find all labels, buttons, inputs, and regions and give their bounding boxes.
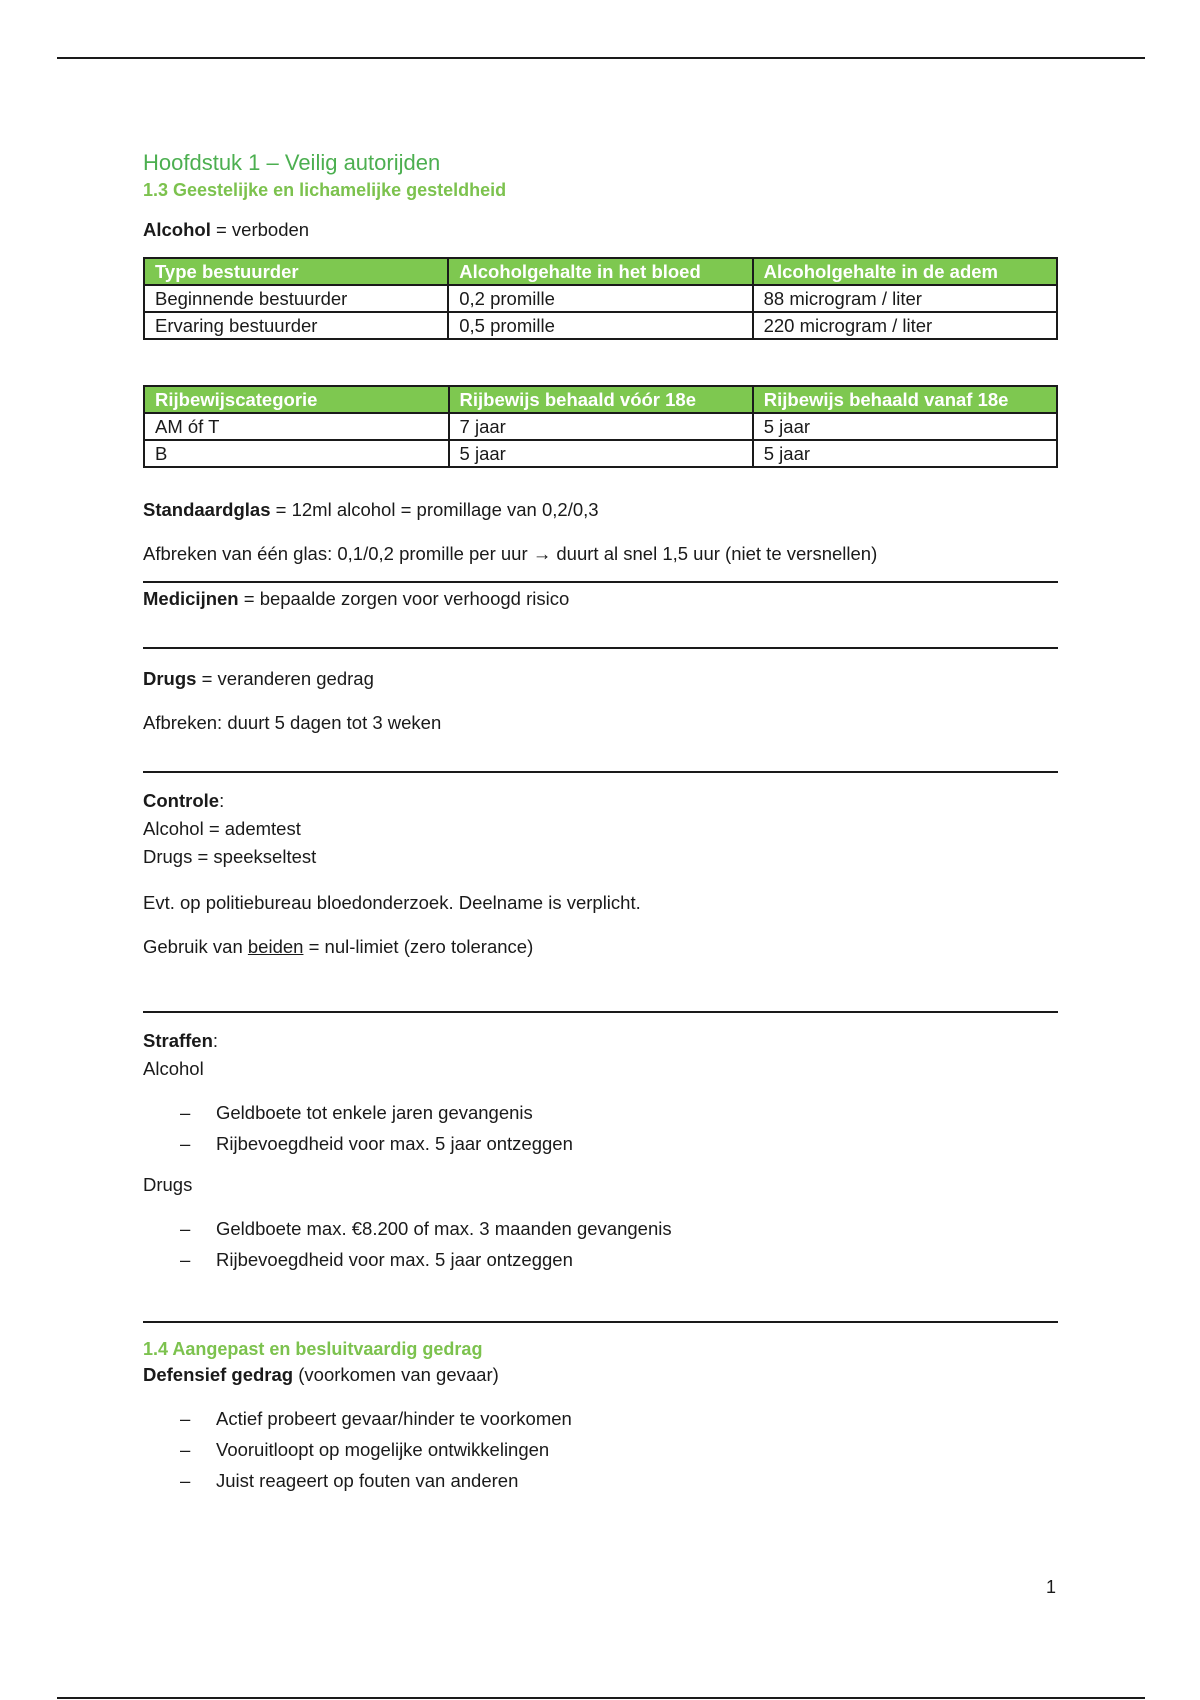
standaardglas-rest: = 12ml alcohol = promillage van 0,2/0,3 bbox=[270, 499, 599, 520]
section-divider bbox=[143, 1321, 1058, 1323]
page-number: 1 bbox=[1046, 1577, 1057, 1597]
standaardglas-term: Standaardglas bbox=[143, 499, 271, 520]
straffen-heading bbox=[143, 1027, 1058, 1055]
list-item bbox=[180, 1434, 1058, 1465]
list-item bbox=[180, 1128, 1058, 1159]
table-row bbox=[144, 440, 1057, 467]
section-divider bbox=[143, 1011, 1058, 1013]
table-cell: 88 microgram / liter bbox=[753, 285, 1057, 312]
table-header-cell: Alcoholgehalte in het bloed bbox=[448, 258, 752, 285]
table-header-row bbox=[144, 258, 1057, 285]
controle-alcohol: Alcohol = ademtest bbox=[143, 818, 301, 839]
straffen-term: Straffen bbox=[143, 1030, 213, 1051]
table-cell: Beginnende bestuurder bbox=[144, 285, 448, 312]
medicijnen-rest: = bepaalde zorgen voor verhoogd risico bbox=[238, 588, 570, 609]
table-header-cell: Alcoholgehalte in de adem bbox=[753, 258, 1057, 285]
alcohol-definition bbox=[143, 216, 1058, 244]
standaardglas-definition bbox=[143, 496, 1058, 524]
table-header-cell: Rijbewijs behaald vóór 18e bbox=[449, 386, 753, 413]
dash-bullet-icon: – bbox=[180, 1133, 191, 1154]
straffen-drugs-list bbox=[143, 1213, 1058, 1275]
afbreken-glas-text: Afbreken van één glas: 0,1/0,2 promille per uur → duurt al snel 1,5 uur (niet te versnellen) bbox=[143, 543, 878, 564]
alcohol-rest: = verboden bbox=[210, 219, 310, 240]
section-divider bbox=[143, 581, 1058, 583]
table-row bbox=[144, 312, 1057, 339]
list-item-text: Vooruitloopt op mogelijke ontwikkelingen bbox=[216, 1439, 550, 1460]
table-cell: 220 microgram / liter bbox=[753, 312, 1057, 339]
document-body bbox=[143, 148, 1058, 1496]
table-cell: 0,5 promille bbox=[448, 312, 752, 339]
table-cell: 0,2 promille bbox=[448, 285, 752, 312]
table-cell: 7 jaar bbox=[449, 413, 753, 440]
table-header-cell: Rijbewijscategorie bbox=[144, 386, 449, 413]
drugs-term: Drugs bbox=[143, 668, 197, 689]
defensief-rest: (voorkomen van gevaar) bbox=[293, 1364, 499, 1385]
page-top-rule bbox=[57, 57, 1145, 59]
list-item-text: Geldboete tot enkele jaren gevangenis bbox=[216, 1102, 533, 1123]
gebruik-underlined: beiden bbox=[247, 936, 304, 957]
table-row bbox=[144, 285, 1057, 312]
table-header-cell: Type bestuurder bbox=[144, 258, 448, 285]
afbreken-drugs-text: Afbreken: duurt 5 dagen tot 3 weken bbox=[143, 712, 442, 733]
gebruik-text bbox=[143, 933, 1058, 961]
list-item bbox=[180, 1213, 1058, 1244]
bloedonderzoek-text: Evt. op politiebureau bloedonderzoek. Deelname is verplicht. bbox=[143, 892, 641, 913]
defensief-term: Defensief gedrag bbox=[143, 1364, 294, 1385]
dash-bullet-icon: – bbox=[180, 1470, 191, 1491]
section-heading-1-3: 1.3 Geestelijke en lichamelijke gesteldheid bbox=[143, 180, 507, 200]
dash-bullet-icon: – bbox=[180, 1102, 191, 1123]
defensief-list bbox=[143, 1403, 1058, 1496]
table-cell: 5 jaar bbox=[753, 440, 1057, 467]
list-item-text: Rijbevoegdheid voor max. 5 jaar ontzeggen bbox=[216, 1249, 573, 1270]
list-item-text: Geldboete max. €8.200 of max. 3 maanden gevangenis bbox=[216, 1218, 672, 1239]
dash-bullet-icon: – bbox=[180, 1249, 191, 1270]
controle-drugs: Drugs = speekseltest bbox=[143, 846, 317, 867]
straffen-alcohol-label: Alcohol bbox=[143, 1058, 204, 1079]
list-item bbox=[180, 1244, 1058, 1275]
table-header-row bbox=[144, 386, 1057, 413]
controle-heading bbox=[143, 787, 1058, 815]
straffen-rest: : bbox=[212, 1030, 219, 1051]
table-cell: B bbox=[144, 440, 449, 467]
table-cell: 5 jaar bbox=[449, 440, 753, 467]
alcohol-term: Alcohol bbox=[143, 219, 211, 240]
straffen-drugs-label: Drugs bbox=[143, 1174, 193, 1195]
dash-bullet-icon: – bbox=[180, 1218, 191, 1239]
table-header-cell: Rijbewijs behaald vanaf 18e bbox=[753, 386, 1057, 413]
drugs-rest: = veranderen gedrag bbox=[196, 668, 374, 689]
list-item-text: Juist reageert op fouten van anderen bbox=[216, 1470, 519, 1491]
controle-term: Controle bbox=[143, 790, 220, 811]
chapter-title: Hoofdstuk 1 – Veilig autorijden bbox=[143, 150, 441, 175]
license-category-table bbox=[143, 385, 1058, 468]
medicijnen-definition bbox=[143, 585, 1058, 613]
section-divider bbox=[143, 647, 1058, 649]
table-cell: AM óf T bbox=[144, 413, 449, 440]
list-item-text: Rijbevoegdheid voor max. 5 jaar ontzeggen bbox=[216, 1133, 573, 1154]
list-item bbox=[180, 1465, 1058, 1496]
gebruik-post: = nul-limiet (zero tolerance) bbox=[303, 936, 534, 957]
gebruik-pre: Gebruik van bbox=[143, 936, 248, 957]
list-item bbox=[180, 1403, 1058, 1434]
drugs-definition bbox=[143, 665, 1058, 693]
table-cell: Ervaring bestuurder bbox=[144, 312, 448, 339]
section-divider bbox=[143, 771, 1058, 773]
medicijnen-term: Medicijnen bbox=[143, 588, 239, 609]
page-bottom-rule bbox=[57, 1697, 1145, 1699]
defensief-heading bbox=[143, 1361, 1058, 1389]
dash-bullet-icon: – bbox=[180, 1439, 191, 1460]
table-cell: 5 jaar bbox=[753, 413, 1057, 440]
dash-bullet-icon: – bbox=[180, 1408, 191, 1429]
table-row bbox=[144, 413, 1057, 440]
straffen-alcohol-list bbox=[143, 1097, 1058, 1159]
list-item bbox=[180, 1097, 1058, 1128]
alcohol-limits-table bbox=[143, 257, 1058, 340]
section-heading-1-4: 1.4 Aangepast en besluitvaardig gedrag bbox=[143, 1339, 483, 1359]
controle-rest: : bbox=[219, 790, 225, 811]
list-item-text: Actief probeert gevaar/hinder te voorkomen bbox=[216, 1408, 572, 1429]
